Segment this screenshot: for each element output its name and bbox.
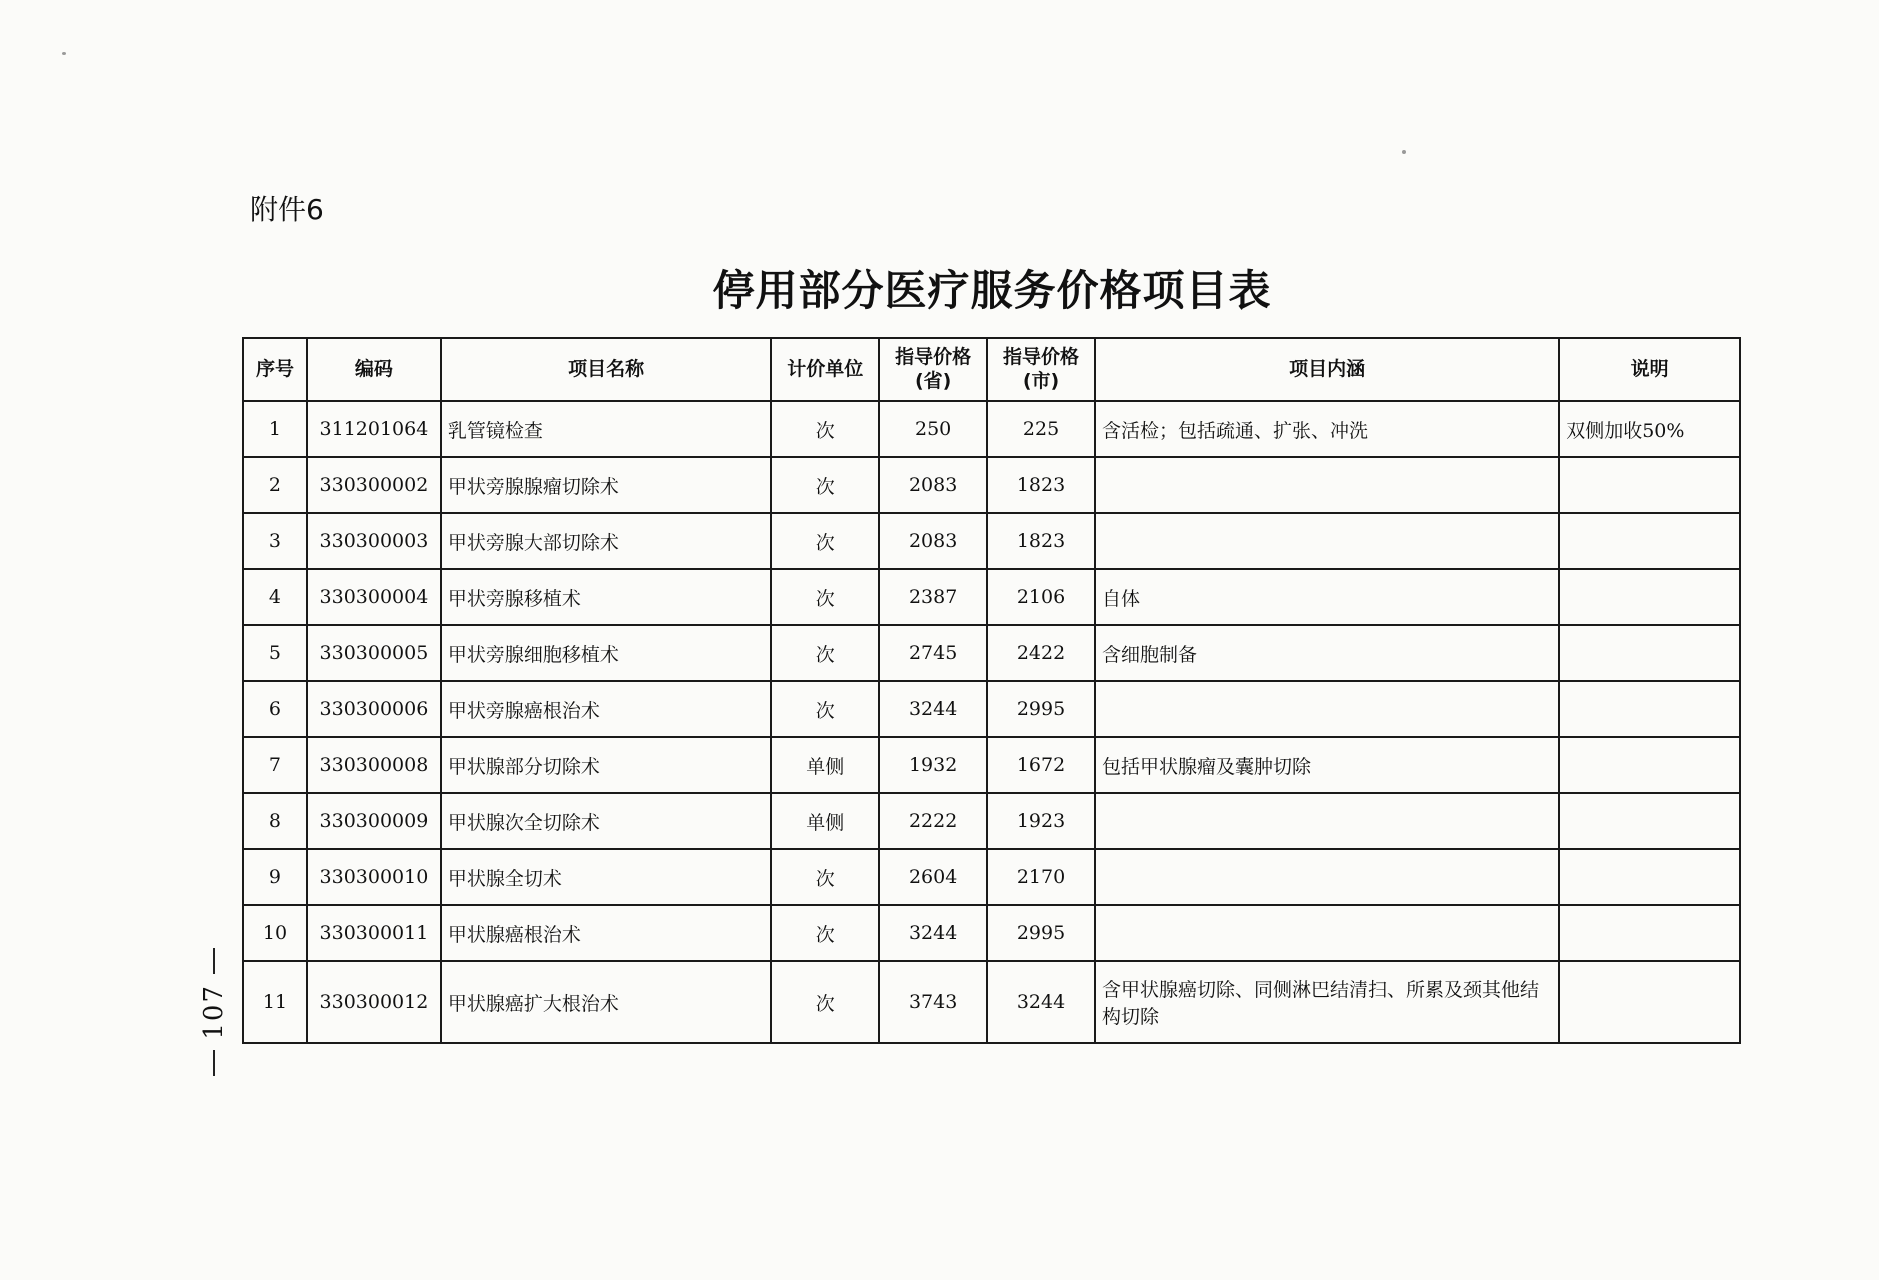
- scan-speck: [1402, 150, 1406, 154]
- cell-index: 4: [243, 569, 307, 625]
- cell-unit: 次: [771, 401, 879, 457]
- cell-price-province: 250: [879, 401, 987, 457]
- cell-index: 8: [243, 793, 307, 849]
- cell-notes: [1559, 961, 1740, 1043]
- cell-code: 330300004: [307, 569, 441, 625]
- cell-index: 9: [243, 849, 307, 905]
- cell-unit: 次: [771, 513, 879, 569]
- cell-content: 含细胞制备: [1095, 625, 1559, 681]
- cell-notes: [1559, 569, 1740, 625]
- cell-code: 330300012: [307, 961, 441, 1043]
- table-row: [243, 849, 1740, 905]
- cell-price-province: 2083: [879, 457, 987, 513]
- cell-item-name: 甲状旁腺腺瘤切除术: [441, 457, 771, 513]
- header-code: 编码: [307, 338, 441, 401]
- cell-code: 330300010: [307, 849, 441, 905]
- cell-code: 330300006: [307, 681, 441, 737]
- cell-item-name: 甲状腺部分切除术: [441, 737, 771, 793]
- table-row: [243, 737, 1740, 793]
- table-row: [243, 401, 1740, 457]
- cell-unit: 次: [771, 681, 879, 737]
- cell-code: 330300008: [307, 737, 441, 793]
- document-title: 停用部分医疗服务价格项目表: [712, 266, 1272, 315]
- cell-code: 311201064: [307, 401, 441, 457]
- cell-index: 7: [243, 737, 307, 793]
- header-price-city: 指导价格 (市): [987, 338, 1095, 401]
- cell-item-name: 甲状腺次全切除术: [441, 793, 771, 849]
- table-row: [243, 457, 1740, 513]
- table-row: [243, 513, 1740, 569]
- cell-index: 2: [243, 457, 307, 513]
- page-number-dash: [213, 1050, 215, 1076]
- cell-content: [1095, 681, 1559, 737]
- cell-index: 6: [243, 681, 307, 737]
- cell-unit: 次: [771, 625, 879, 681]
- cell-item-name: 甲状腺癌根治术: [441, 905, 771, 961]
- table-row: [243, 793, 1740, 849]
- cell-price-city: 2170: [987, 849, 1095, 905]
- cell-content: 含甲状腺癌切除、同侧淋巴结清扫、所累及颈其他结构切除: [1095, 961, 1559, 1043]
- cell-notes: [1559, 625, 1740, 681]
- table-row: [243, 625, 1740, 681]
- table-header-row: [243, 338, 1740, 401]
- cell-unit: 次: [771, 569, 879, 625]
- cell-notes: [1559, 737, 1740, 793]
- page-number-text: 107: [199, 984, 229, 1040]
- header-index: 序号: [243, 338, 307, 401]
- cell-content: 自体: [1095, 569, 1559, 625]
- cell-notes: [1559, 457, 1740, 513]
- cell-content: [1095, 905, 1559, 961]
- cell-price-city: 3244: [987, 961, 1095, 1043]
- cell-content: 含活检；包括疏通、扩张、冲洗: [1095, 401, 1559, 457]
- scan-speck: [62, 52, 66, 55]
- cell-price-city: 2995: [987, 905, 1095, 961]
- cell-content: [1095, 849, 1559, 905]
- cell-unit: 单侧: [771, 793, 879, 849]
- cell-content: [1095, 457, 1559, 513]
- cell-unit: 次: [771, 905, 879, 961]
- page-number-dash: [213, 948, 215, 974]
- cell-item-name: 甲状腺全切术: [441, 849, 771, 905]
- cell-item-name: 甲状旁腺癌根治术: [441, 681, 771, 737]
- header-content: 项目内涵: [1095, 338, 1559, 401]
- header-price-province: 指导价格 (省): [879, 338, 987, 401]
- cell-price-city: 2995: [987, 681, 1095, 737]
- cell-code: 330300011: [307, 905, 441, 961]
- cell-index: 5: [243, 625, 307, 681]
- cell-code: 330300009: [307, 793, 441, 849]
- table-row: [243, 905, 1740, 961]
- cell-unit: 单侧: [771, 737, 879, 793]
- page-number: [196, 948, 232, 1078]
- cell-price-city: 2422: [987, 625, 1095, 681]
- cell-content: [1095, 793, 1559, 849]
- cell-unit: 次: [771, 961, 879, 1043]
- cell-unit: 次: [771, 849, 879, 905]
- cell-notes: [1559, 513, 1740, 569]
- cell-content: [1095, 513, 1559, 569]
- cell-index: 1: [243, 401, 307, 457]
- cell-price-province: 2604: [879, 849, 987, 905]
- cell-price-city: 1672: [987, 737, 1095, 793]
- cell-price-province: 2387: [879, 569, 987, 625]
- cell-item-name: 乳管镜检查: [441, 401, 771, 457]
- table-row: [243, 961, 1740, 1043]
- cell-price-province: 2222: [879, 793, 987, 849]
- cell-price-province: 2745: [879, 625, 987, 681]
- cell-price-city: 1823: [987, 513, 1095, 569]
- table-body: [243, 401, 1740, 1043]
- cell-notes: [1559, 793, 1740, 849]
- cell-item-name: 甲状腺癌扩大根治术: [441, 961, 771, 1043]
- cell-price-city: 1823: [987, 457, 1095, 513]
- cell-code: 330300002: [307, 457, 441, 513]
- attachment-label: 附件6: [250, 193, 324, 226]
- cell-code: 330300005: [307, 625, 441, 681]
- cell-price-city: 1923: [987, 793, 1095, 849]
- cell-price-province: 1932: [879, 737, 987, 793]
- cell-price-city: 225: [987, 401, 1095, 457]
- cell-price-city: 2106: [987, 569, 1095, 625]
- cell-item-name: 甲状旁腺大部切除术: [441, 513, 771, 569]
- header-item-name: 项目名称: [441, 338, 771, 401]
- cell-price-province: 3743: [879, 961, 987, 1043]
- cell-index: 11: [243, 961, 307, 1043]
- cell-notes: 双侧加收50%: [1559, 401, 1740, 457]
- header-unit: 计价单位: [771, 338, 879, 401]
- cell-index: 3: [243, 513, 307, 569]
- cell-price-province: 2083: [879, 513, 987, 569]
- cell-item-name: 甲状旁腺细胞移植术: [441, 625, 771, 681]
- table-row: [243, 569, 1740, 625]
- price-table: [242, 337, 1741, 1044]
- cell-notes: [1559, 681, 1740, 737]
- cell-item-name: 甲状旁腺移植术: [441, 569, 771, 625]
- cell-unit: 次: [771, 457, 879, 513]
- cell-price-province: 3244: [879, 681, 987, 737]
- cell-code: 330300003: [307, 513, 441, 569]
- cell-content: 包括甲状腺瘤及囊肿切除: [1095, 737, 1559, 793]
- cell-price-province: 3244: [879, 905, 987, 961]
- cell-index: 10: [243, 905, 307, 961]
- cell-notes: [1559, 905, 1740, 961]
- cell-notes: [1559, 849, 1740, 905]
- header-notes: 说明: [1559, 338, 1740, 401]
- table-row: [243, 681, 1740, 737]
